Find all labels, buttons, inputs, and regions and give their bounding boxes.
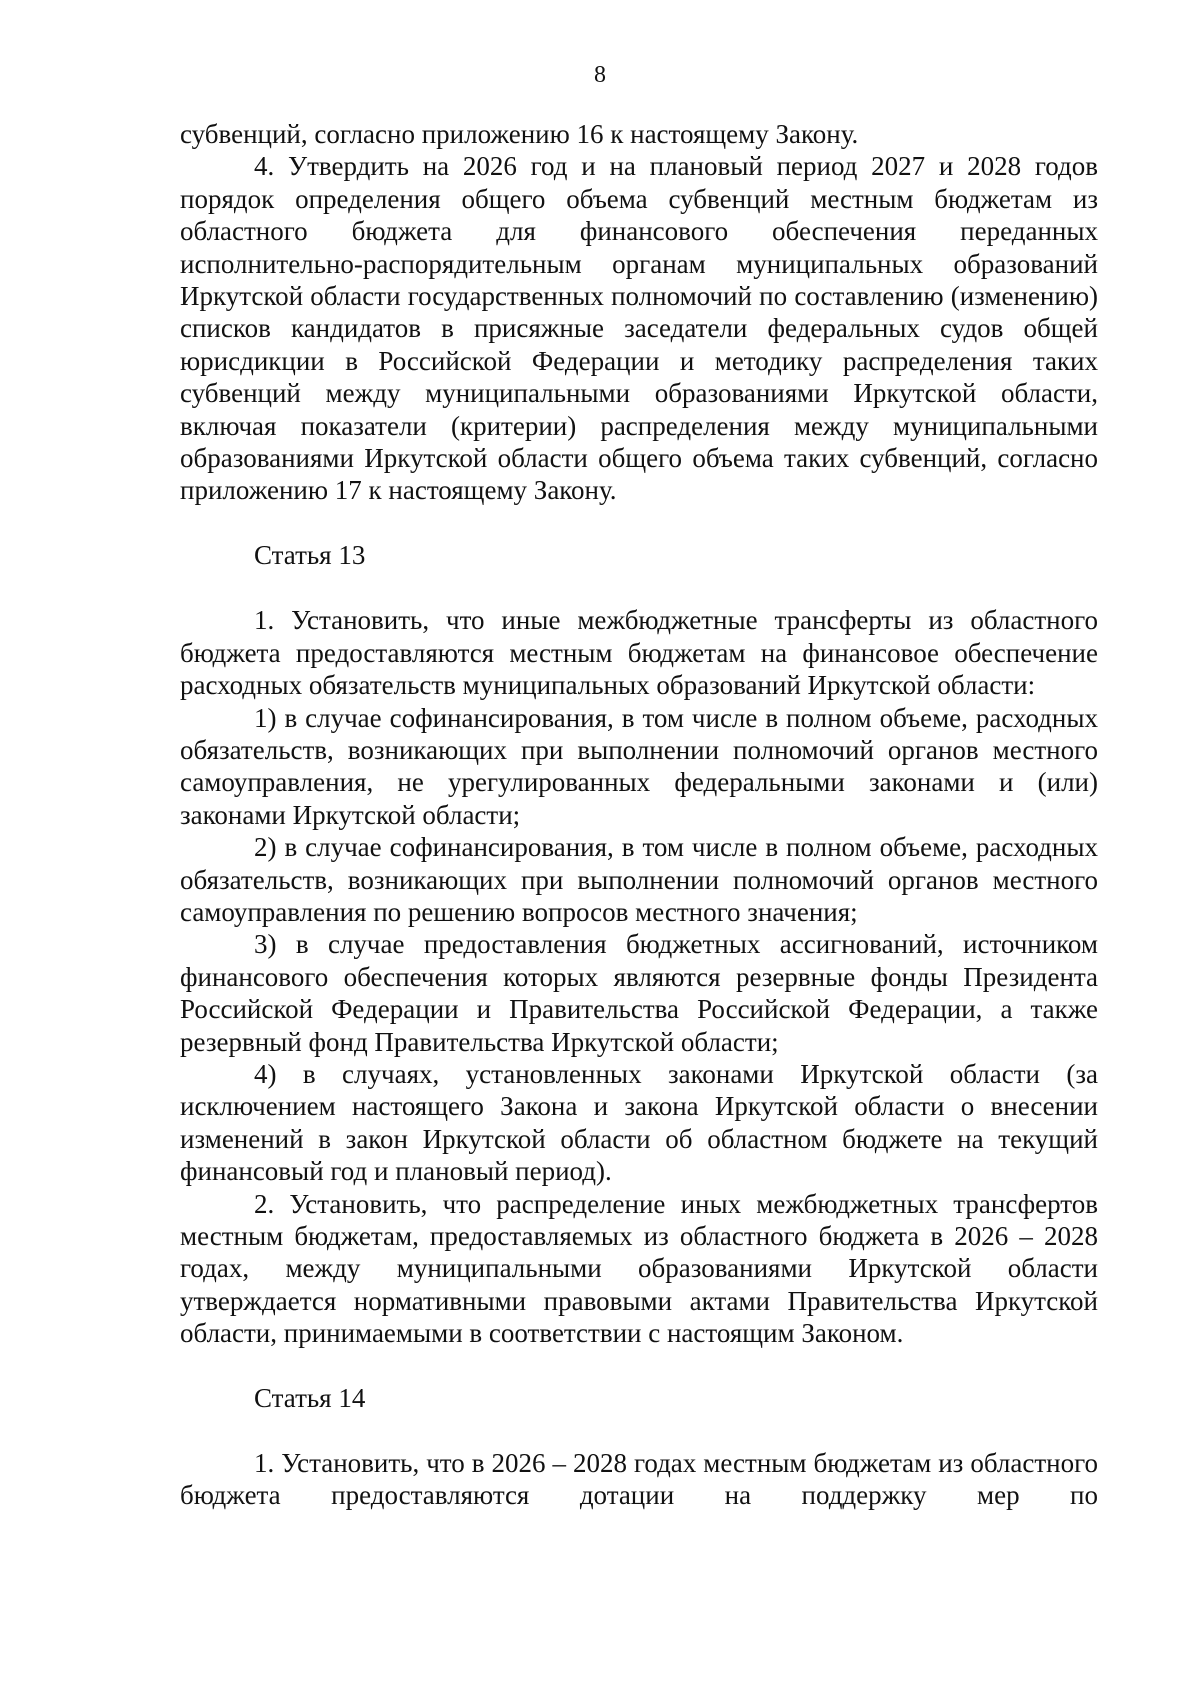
article-13-subitem-4: 4) в случаях, установленных законами Иркутской области (за исключением настоящего Закона и закона Иркутской области о внесении изменений в закон Иркутской области об областном бюджете на текущий финансовый год и плановый период).: [180, 1058, 1098, 1187]
paragraph-continuation: субвенций, согласно приложению 16 к настоящему Закону.: [180, 119, 859, 149]
paragraph-item-4: 4. Утвердить на 2026 год и на плановый период 2027 и 2028 годов порядок определения общего объема субвенций местным бюджетам из областного бюджета для финансового обеспечения переданных исполнительно-распорядительным органам муниципальных образований Иркутской области государственных полномочий по составлению (изменению) списков кандидатов в присяжные заседатели федеральных судов общей юрисдикции в Российской Федерации и методику распределения таких субвенций между муниципальными образованиями Иркутской области, включая показатели (критерии) распределения между муниципальными образованиями Иркутской области общего объема таких субвенций, согласно приложению 17 к настоящему Закону.: [180, 151, 1098, 506]
article-14-paragraph-1: 1. Установить, что в 2026 – 2028 годах местным бюджетам из областного бюджета предоставляются дотации на поддержку мер по: [180, 1448, 1098, 1511]
article-13-subitem-3: 3) в случае предоставления бюджетных ассигнований, источником финансового обеспечения которых являются резервные фонды Президента Российской Федерации и Правительства Российской Федерации, а также резервный фонд Правительства Иркутской области;: [180, 929, 1098, 1057]
article-13-subitem-2: 2) в случае софинансирования, в том числе в полном объеме, расходных обязательств, возникающих при выполнении полномочий органов местного самоуправления по решению вопросов местного значения;: [180, 832, 1098, 927]
page-number: 8: [594, 62, 606, 88]
document-body: [180, 118, 1098, 1512]
article-13-paragraph-2: 2. Установить, что распределение иных межбюджетных трансфертов местным бюджетам, предоставляемых из областного бюджета в 2026 – 2028 годах, между муниципальными образованиями Иркутской области утверждается нормативными правовыми актами Правительства Иркутской области, принимаемыми в соответствии с настоящим Законом.: [180, 1188, 1098, 1349]
article-14-heading: Статья 14: [254, 1382, 366, 1413]
article-13-paragraph-1: 1. Установить, что иные межбюджетные трансферты из областного бюджета предоставляются местным бюджетам на финансовое обеспечение расходных обязательств муниципальных образований Иркутской области:: [180, 605, 1098, 701]
article-13-heading: Статья 13: [254, 539, 366, 570]
article-13-subitem-1: 1) в случае софинансирования, в том числе в полном объеме, расходных обязательств, возникающих при выполнении полномочий органов местного самоуправления, не урегулированных федеральными законами и (или) законами Иркутской области;: [180, 702, 1098, 830]
